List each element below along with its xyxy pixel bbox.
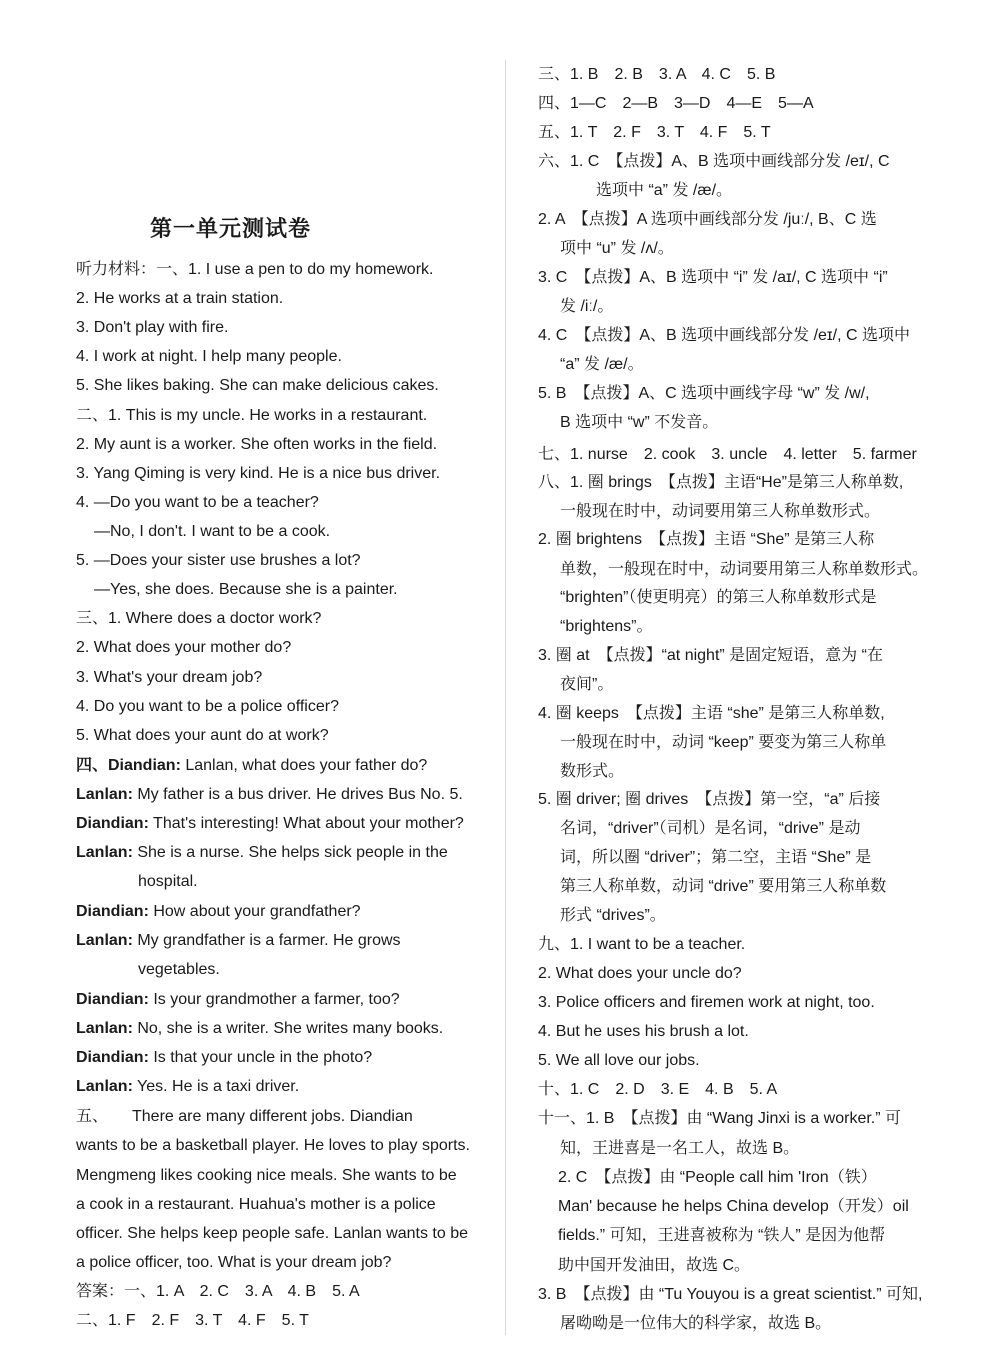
- right-text-line: 形式 “drives”。: [560, 907, 666, 924]
- left-text-line: 3. What's your dream job?: [76, 669, 263, 686]
- right-text-line: fields.” 可知，王进喜被称为 “铁人” 是因为他帮: [558, 1227, 886, 1244]
- speaker-name: Diandian:: [76, 815, 149, 832]
- right-text-line: 第三人称单数，动词 “drive” 要用第三人称单数: [560, 878, 887, 895]
- right-text-line: 2. A 【点拨】A 选项中画线部分发 /juː/, B、C 选: [538, 211, 877, 228]
- right-text-line: 助中国开发油田，故选 C。: [558, 1257, 751, 1274]
- right-text-line: 3. Police officers and firemen work at night, too.: [538, 994, 875, 1011]
- column-divider: [505, 60, 506, 1335]
- speaker-line: Is your grandmother a farmer, too?: [148, 991, 400, 1008]
- right-text-line: 一般现在时中，动词 “keep” 要变为第三人称单: [560, 734, 887, 751]
- right-text-line: “brighten”（使更明亮）的第三人称单数形式是: [560, 589, 877, 606]
- right-text-line: “brightens”。: [560, 618, 653, 635]
- speaker-line: My father is a bus driver. He drives Bus No. 5.: [132, 786, 463, 803]
- left-text-line: 5. —Does your sister use brushes a lot?: [76, 552, 361, 569]
- left-text-line: wants to be a basketball player. He loves to play sports.: [76, 1137, 470, 1154]
- left-text-line: Mengmeng likes cooking nice meals. She wants to be: [76, 1167, 457, 1184]
- left-text-line: 二、1. F 2. F 3. T 4. F 5. T: [76, 1312, 309, 1329]
- right-text-line: 2. 圈 brightens 【点拨】主语 “She” 是第三人称: [538, 531, 875, 548]
- left-text-line: —No, I don't. I want to be a cook.: [94, 523, 331, 540]
- left-text-line: a cook in a restaurant. Huahua's mother is a police: [76, 1196, 436, 1213]
- right-text-line: 十一、1. B 【点拨】由 “Wang Jinxi is a worker.” 可: [538, 1110, 902, 1127]
- right-text-line: 5. 圈 driver; 圈 drives 【点拨】第一空，“a” 后接: [538, 791, 881, 808]
- right-text-line: 3. 圈 at 【点拨】“at night” 是固定短语，意为 “在: [538, 647, 883, 664]
- left-text-line: [76, 1019, 443, 1039]
- speaker-name: Diandian:: [76, 1049, 149, 1066]
- right-text-line: 数形式。: [560, 763, 625, 780]
- speaker-name: Diandian:: [76, 991, 149, 1008]
- left-text-line: 4. Do you want to be a police officer?: [76, 698, 339, 715]
- right-text-line: 5. We all love our jobs.: [538, 1052, 700, 1069]
- speaker-name: 四、Diandian:: [76, 757, 181, 774]
- right-text-line: 5. B 【点拨】A、C 选项中画线字母 “w” 发 /w/,: [538, 385, 870, 402]
- left-text-line: [76, 931, 401, 951]
- speaker-line: Yes. He is a taxi driver.: [132, 1078, 300, 1095]
- right-text-line: 八、1. 圈 brings 【点拨】主语“He”是第三人称单数,: [538, 474, 904, 491]
- speaker-name: Lanlan:: [76, 786, 133, 803]
- right-text-line: Man' because he helps China develop（开发）oil: [558, 1198, 909, 1215]
- left-text-line: hospital.: [138, 873, 198, 890]
- speaker-name: Diandian:: [76, 903, 149, 920]
- right-text-line: 4. But he uses his brush a lot.: [538, 1023, 749, 1040]
- left-text-line: 5. She likes baking. She can make delicious cakes.: [76, 377, 439, 394]
- left-text-line: [76, 1048, 372, 1068]
- left-text-line: 2. He works at a train station.: [76, 290, 284, 307]
- right-text-line: 四、1—C 2—B 3—D 4—E 5—A: [538, 95, 814, 112]
- right-text-line: 九、1. I want to be a teacher.: [538, 936, 746, 953]
- left-text-line: 4. —Do you want to be a teacher?: [76, 494, 319, 511]
- left-text-line: [76, 843, 448, 863]
- left-text-line: officer. She helps keep people safe. Lanlan wants to be: [76, 1225, 468, 1242]
- left-text-line: 2. What does your mother do?: [76, 639, 292, 656]
- right-text-line: 3. C 【点拨】A、B 选项中 “i” 发 /aɪ/, C 选项中 “i”: [538, 269, 888, 286]
- right-text-line: 选项中 “a” 发 /æ/。: [596, 182, 733, 199]
- left-text-line: [76, 1077, 299, 1097]
- right-text-line: B 选项中 “w” 不发音。: [560, 414, 719, 431]
- right-text-line: 一般现在时中，动词要用第三人称单数形式。: [560, 503, 881, 520]
- speaker-line: That's interesting! What about your mother?: [148, 815, 464, 832]
- right-text-line: 七、1. nurse 2. cook 3. uncle 4. letter 5. farmer: [538, 446, 917, 463]
- left-text-line: [76, 902, 361, 922]
- speaker-line: Lanlan, what does your father do?: [180, 757, 428, 774]
- right-text-line: 2. What does your uncle do?: [538, 965, 742, 982]
- right-text-line: 五、1. T 2. F 3. T 4. F 5. T: [538, 124, 771, 141]
- left-text-line: 5. What does your aunt do at work?: [76, 727, 329, 744]
- right-text-line: 十、1. C 2. D 3. E 4. B 5. A: [538, 1081, 778, 1098]
- right-text-line: 屠呦呦是一位伟大的科学家，故选 B。: [560, 1315, 832, 1332]
- page-title: 第一单元测试卷: [150, 216, 312, 242]
- speaker-line: She is a nurse. She helps sick people in the: [132, 844, 448, 861]
- right-text-line: 六、1. C 【点拨】A、B 选项中画线部分发 /eɪ/, C: [538, 153, 890, 170]
- speaker-name: Lanlan:: [76, 1020, 133, 1037]
- right-text-line: 单数，一般现在时中，动词要用第三人称单数形式。: [560, 561, 929, 578]
- speaker-name: Lanlan:: [76, 844, 133, 861]
- left-text-line: [76, 814, 464, 834]
- speaker-line: My grandfather is a farmer. He grows: [132, 932, 401, 949]
- left-text-line: 五、 There are many different jobs. Diandian: [76, 1108, 413, 1125]
- left-text-line: a police officer, too. What is your dream job?: [76, 1254, 392, 1271]
- right-text-line: 4. 圈 keeps 【点拨】主语 “she” 是第三人称单数,: [538, 705, 885, 722]
- speaker-line: No, she is a writer. She writes many books.: [132, 1020, 444, 1037]
- right-text-line: 3. B 【点拨】由 “Tu Youyou is a great scientist.” 可知,: [538, 1286, 923, 1303]
- right-text-line: 夜间”。: [560, 676, 614, 693]
- right-text-line: “a” 发 /æ/。: [560, 356, 644, 373]
- speaker-name: Lanlan:: [76, 932, 133, 949]
- left-text-line: 4. I work at night. I help many people.: [76, 348, 342, 365]
- left-text-line: 2. My aunt is a worker. She often works in the field.: [76, 436, 438, 453]
- left-text-line: 3. Yang Qiming is very kind. He is a nice bus driver.: [76, 465, 441, 482]
- right-text-line: 三、1. B 2. B 3. A 4. C 5. B: [538, 66, 776, 83]
- speaker-name: Lanlan:: [76, 1078, 133, 1095]
- right-text-line: 项中 “u” 发 /ʌ/。: [560, 240, 674, 257]
- left-text-line: [76, 756, 427, 776]
- right-text-line: 发 /iː/。: [560, 298, 614, 315]
- speaker-line: How about your grandfather?: [148, 903, 361, 920]
- speaker-line: Is that your uncle in the photo?: [148, 1049, 373, 1066]
- right-text-line: 2. C 【点拨】由 “People call him 'Iron（铁）: [558, 1169, 877, 1186]
- right-text-line: 名词，“driver”（司机）是名词，“drive” 是动: [560, 820, 861, 837]
- left-text-line: 二、1. This is my uncle. He works in a restaurant.: [76, 407, 428, 424]
- left-text-line: [76, 785, 463, 805]
- right-text-line: 知，王进喜是一名工人，故选 B。: [560, 1140, 800, 1157]
- left-text-line: —Yes, she does. Because she is a painter.: [94, 581, 398, 598]
- right-text-line: 词，所以圈 “driver”；第二空，主语 “She” 是: [560, 849, 872, 866]
- left-text-line: vegetables.: [138, 961, 220, 978]
- left-text-line: 答案：一、1. A 2. C 3. A 4. B 5. A: [76, 1283, 360, 1300]
- left-text-line: 三、1. Where does a doctor work?: [76, 610, 322, 627]
- left-text-line: 3. Don't play with fire.: [76, 319, 229, 336]
- right-text-line: 4. C 【点拨】A、B 选项中画线部分发 /eɪ/, C 选项中: [538, 327, 910, 344]
- left-text-line: 听力材料：一、1. I use a pen to do my homework.: [76, 261, 434, 278]
- left-text-line: [76, 990, 400, 1010]
